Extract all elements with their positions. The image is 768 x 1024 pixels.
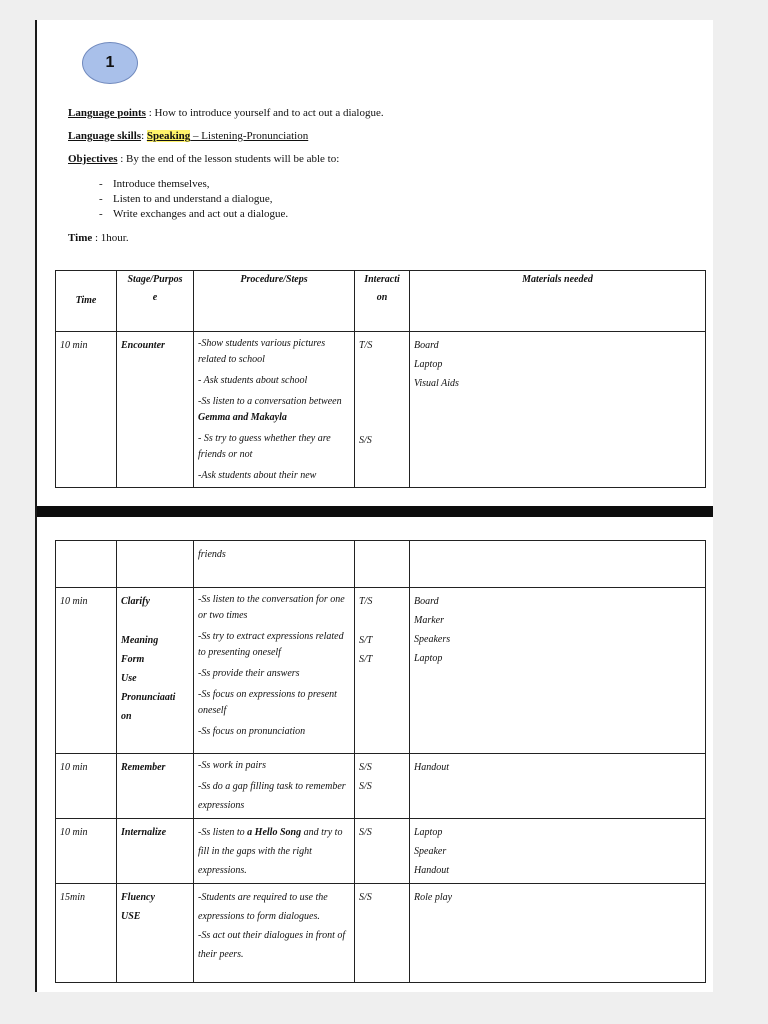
step: -Ss work in pairs [198,760,267,771]
row-procedure [194,819,355,884]
step [198,823,350,880]
step: - Ss try to guess whether they are friends or not [198,433,331,460]
objectives-line [68,153,339,165]
header-procedure: Procedure/Steps [194,271,355,332]
row-materials [410,541,706,588]
spacer [121,611,189,631]
lesson-plan-table-top [55,270,706,488]
table-header-row [56,271,706,332]
material-item: Laptop [414,827,443,838]
material-item: Role play [414,892,453,903]
language-skills-sep: : [141,130,147,142]
objective-item: - Introduce themselves, [113,177,288,192]
table-row [56,754,706,819]
interaction-value: S/T [359,654,373,665]
row-time: 15min [56,884,117,983]
table-row [56,588,706,754]
stage-line: Use [121,673,137,684]
row-procedure: friends [194,541,355,588]
material-item: Board [414,340,439,351]
stage-line: Form [121,654,145,665]
row-materials [410,884,706,983]
material-item: Speaker [414,846,447,857]
time-line [68,232,129,244]
spacer [359,611,405,631]
objectives-list [113,177,288,222]
step: -Show students various pictures related to school [198,338,326,365]
interaction-value: T/S [359,596,373,607]
objectives-label: Objectives [68,153,118,165]
objective-item: - Write exchanges and act out a dialogue. [113,207,288,222]
stage-line: USE [121,911,141,922]
interaction-value: T/S [359,340,373,351]
row-stage [117,588,194,754]
row-interaction [355,884,410,983]
table-row [56,332,706,488]
spacer [359,355,405,431]
row-materials [410,332,706,488]
lesson-plan-table-bottom [55,540,706,983]
time-label: Time [68,232,93,244]
material-item: Board [414,596,439,607]
row-procedure [194,754,355,819]
row-interaction [355,541,410,588]
row-procedure [194,884,355,983]
step [198,394,350,426]
material-item: Laptop [414,653,443,664]
language-points-text: : How to introduce yourself and to act out a dialogue. [145,107,384,119]
step-text: -Ss listen to a conversation between [198,396,342,407]
header-stage-line1: Stage/Purpos [127,274,183,285]
step: -Students are required to use the expressions to form dialogues. [198,892,328,922]
table-row [56,884,706,983]
row-time: 10 min [56,754,117,819]
row-time: 10 min [56,588,117,754]
row-procedure [194,588,355,754]
header-stage-line2: e [152,292,158,303]
row-interaction [355,754,410,819]
row-interaction [355,588,410,754]
step-text: and try to fill in the gaps with the right expressions. [198,827,343,876]
row-time: 10 min [56,332,117,488]
language-points-label: Language points [68,107,146,119]
row-time: 10 min [56,819,117,884]
objectives-text: : By the end of the lesson students will be able to: [117,153,340,165]
interaction-value: S/S [359,762,372,773]
stage-line: Meaning [121,635,159,646]
material-item: Handout [414,865,449,876]
row-stage [117,884,194,983]
interaction-value: S/T [359,635,373,646]
table-row [56,541,706,588]
stage-line: Clarify [121,596,150,607]
interaction-value: S/S [359,827,372,838]
step-bold: Gemma and Makayla [198,412,287,423]
row-materials [410,588,706,754]
step-bold: a Hello Song [247,827,302,838]
step-text: -Ss listen to [198,827,248,838]
row-interaction [355,819,410,884]
interaction-value: S/S [359,892,372,903]
row-stage: Internalize [117,819,194,884]
time-text: : 1hour. [92,232,129,244]
objective-item: - Listen to and understand a dialogue, [113,192,288,207]
header-materials: Materials needed [410,271,706,332]
language-skills-label: Language skills [68,130,142,142]
row-stage: Remember [117,754,194,819]
language-skills-line [68,130,308,142]
step: -Ss focus on expressions to present oneself [198,689,337,716]
step: -Ss focus on pronunciation [198,726,306,737]
row-time [56,541,117,588]
row-materials [410,819,706,884]
language-points-line [68,107,384,119]
row-materials [410,754,706,819]
row-stage [117,541,194,588]
row-stage: Encounter [117,332,194,488]
header-stage [117,271,194,332]
material-item: Handout [414,762,449,773]
header-interaction-line1: Interacti [364,274,400,285]
stage-line: on [121,711,132,722]
step: -Ss listen to the conversation for one or two times [198,594,345,621]
step: -Ss provide their answers [198,668,300,679]
step: -Ask students about their new [198,470,317,481]
page-number-badge: 1 [82,42,138,84]
interaction-value: S/S [359,781,372,792]
step: -Ss try to extract expressions related to presenting oneself [198,631,344,658]
stage-line: Pronunciaati [121,692,176,703]
interaction-value: S/S [359,435,372,446]
material-item: Laptop [414,359,443,370]
row-interaction [355,332,410,488]
material-item: Speakers [414,634,451,645]
header-interaction [355,271,410,332]
step: -Ss act out their dialogues in front of their peers. [198,930,346,960]
header-interaction-line2: on [376,292,388,303]
material-item: Visual Aids [414,378,459,389]
stage-line: Fluency [121,892,155,903]
speaking-highlight: Speaking [146,130,191,142]
step: - Ask students about school [198,375,308,386]
page-divider [37,506,713,517]
material-item: Marker [414,615,444,626]
step: -Ss do a gap filling task to remember expressions [198,781,346,811]
table-row [56,819,706,884]
header-time: Time [56,271,117,332]
skills-rest: – Listening-Pronunciation [190,130,309,142]
row-procedure [194,332,355,488]
